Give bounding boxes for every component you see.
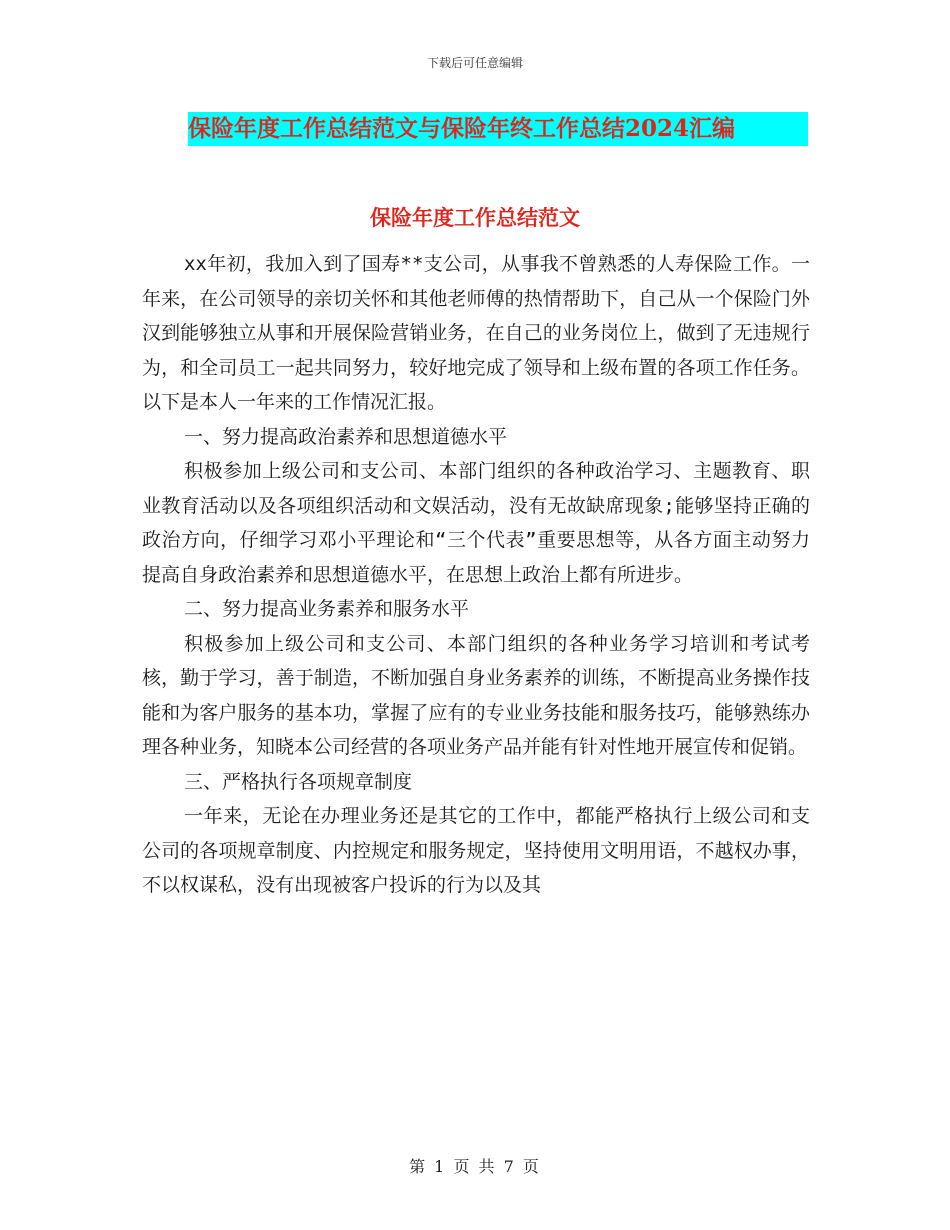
paragraph-1: 积极参加上级公司和支公司、本部门组织的各种政治学习、主题教育、职业教育活动以及各项组织活动和文娱活动，没有无故缺席现象;能够坚持正确的政治方向，仔细学习邓小平理论和“三个代表”重要思想等，从各方面主动努力提高自身政治素养和思想道德水平，在思想上政治上都有所进步。 bbox=[142, 460, 810, 586]
paragraph-3: 一年来，无论在办理业务还是其它的工作中，都能严格执行上级公司和支公司的各项规章制度、内控规定和服务规定，坚持使用文明用语，不越权办事，不以权谋私，没有出现被客户投诉的行为以及其 bbox=[142, 805, 810, 896]
heading-1: 一、努力提高政治素养和思想道德水平 bbox=[184, 425, 508, 448]
document-body bbox=[142, 247, 810, 903]
document-main-title: 保险年度工作总结范文与保险年终工作总结2024汇编 bbox=[188, 112, 808, 146]
paragraph-intro: xx年初，我加入到了国寿**支公司，从事我不曾熟悉的人寿保险工作。一年来，在公司领导的亲切关怀和其他老师傅的热情帮助下，自己从一个保险门外汉到能够独立从事和开展保险营销业务，在自己的业务岗位上，做到了无违规行为，和全司员工一起共同努力，较好地完成了领导和上级布置的各项工作任务。以下是本人一年来的工作情况汇报。 bbox=[142, 253, 810, 413]
paragraph-2: 积极参加上级公司和支公司、本部门组织的各种业务学习培训和考试考核，勤于学习，善于制造，不断加强自身业务素养的训练，不断提高业务操作技能和为客户服务的基本功，掌握了应有的专业业务技能和服务技巧，能够熟练办理各种业务，知晓本公司经营的各项业务产品并能有针对性地开展宣传和促销。 bbox=[142, 632, 810, 758]
heading-2: 二、努力提高业务素养和服务水平 bbox=[184, 598, 470, 620]
page-number-footer: 第 1 页 共 7 页 bbox=[409, 1157, 541, 1176]
section-title: 保险年度工作总结范文 bbox=[370, 205, 580, 230]
heading-3: 三、严格执行各项规章制度 bbox=[184, 770, 413, 793]
header-note: 下载后可任意编辑 bbox=[426, 56, 523, 70]
